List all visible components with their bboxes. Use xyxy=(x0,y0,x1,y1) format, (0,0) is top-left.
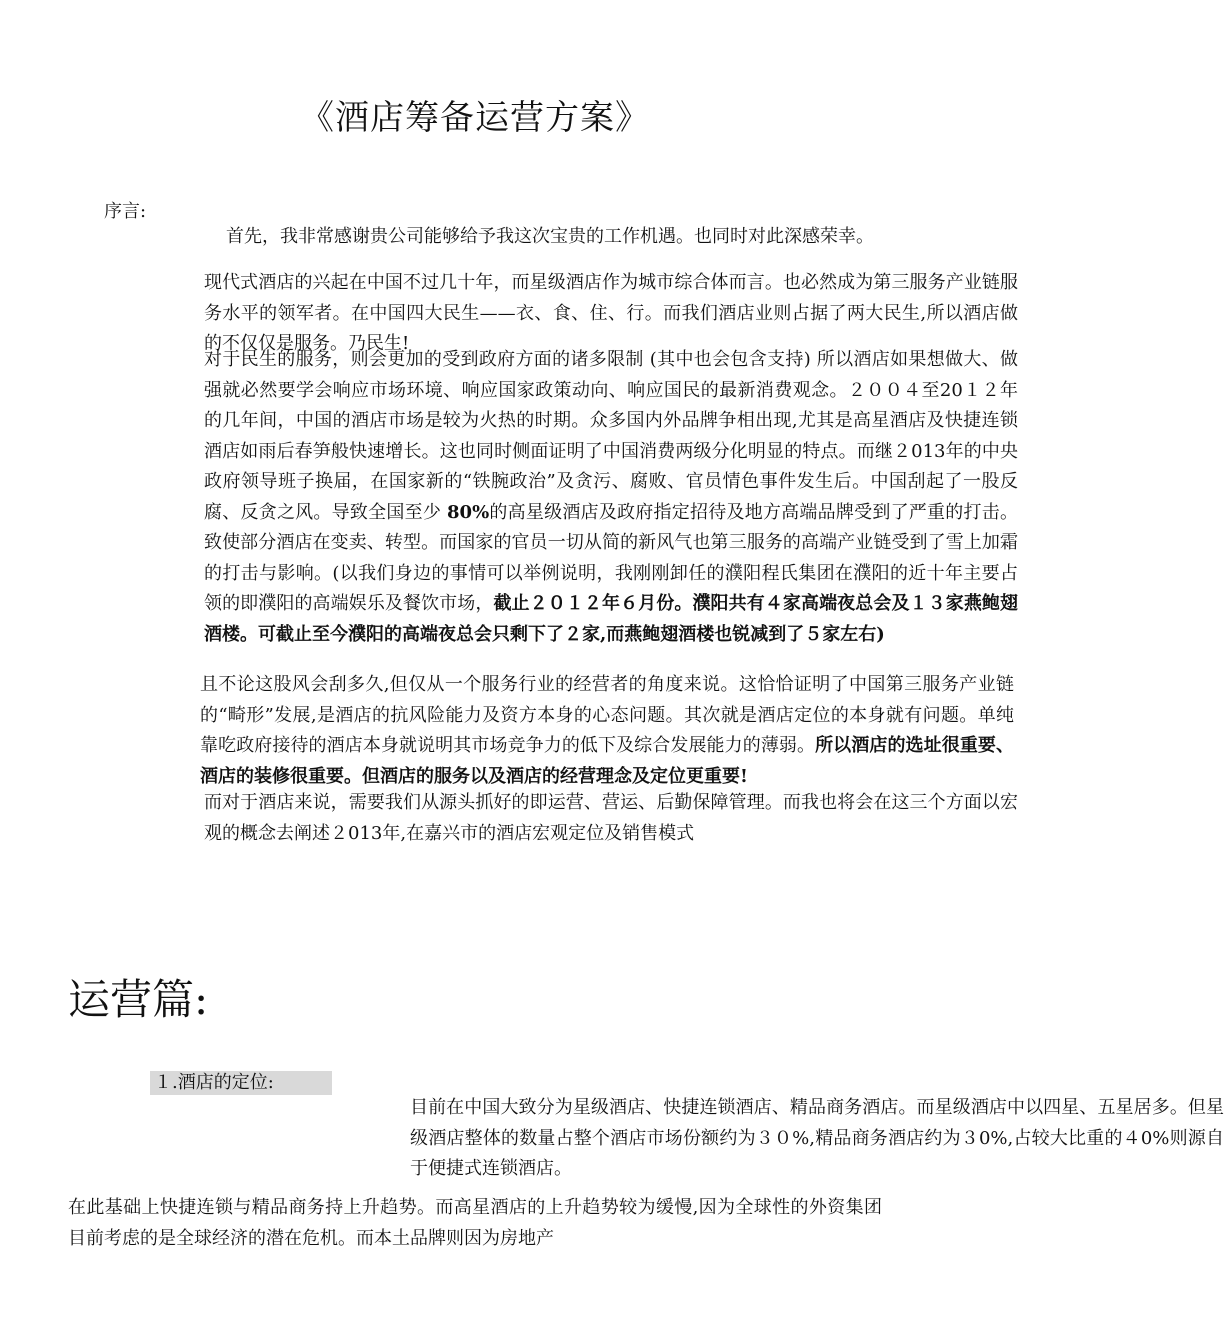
bold-text-run: 80% xyxy=(447,501,490,523)
section-title-operations: 运营篇: xyxy=(68,975,209,1024)
document-title: 《酒店筹备运营方案》 xyxy=(300,98,650,138)
bold-text-run: 截止２０１２年６月份。濮阳共有４家高端夜总会及１３家燕鲍翅酒楼。可截止至今濮阳的高端夜总会只剩下了２家,而燕鲍翅酒楼也锐减到了５家左右) xyxy=(204,593,1018,645)
bold-text-run: 所以酒店的选址很重要、酒店的装修很重要。但酒店的服务以及酒店的经营理念及定位更重要! xyxy=(200,735,1015,787)
preface-paragraph-5 xyxy=(68,788,1018,849)
preface-label: 序言: xyxy=(104,201,147,222)
text-run: 现代式酒店的兴起在中国不过几十年，而星级酒店作为城市综合体而言。也必然成为第三服务产业链服务水平的领军者。在中国四大民生——衣、食、住、行。而我们酒店业则占据了两大民生,所以酒店做的不仅仅是服务。乃民生! xyxy=(204,272,1018,354)
preface-paragraph-4 xyxy=(68,670,1014,792)
text-run: 而对于酒店来说，需要我们从源头抓好的即运营、营运、后勤保障管理。而我也将会在这三个方面以宏观的概念去阐述２013年,在嘉兴市的酒店宏观定位及销售模式 xyxy=(204,792,1018,844)
text-run: 目前在中国大致分为星级酒店、快捷连锁酒店、精品商务酒店。而星级酒店中以四星、五星居多。但星级酒店整体的数量占整个酒店市场份额约为３０%,精品商务酒店约为３0%,占较大比重的４0%则源自于便捷式连锁酒店。 xyxy=(410,1097,1224,1179)
operations-paragraph-1 xyxy=(68,1093,1224,1185)
text-run: 的高星级酒店及政府指定招待及地方高端品牌受到了严重的打击。致使部分酒店在变卖、转型。而国家的官员一切从简的新风气也第三服务的高端产业链受到了雪上加霜的打击与影响。(以我们身边的事情可以举例说明，我刚刚卸任的濮阳程氏集团在濮阳的近十年主要占领的即濮阳的高端娱乐及餐饮市场， xyxy=(204,501,1018,614)
subsection-title-positioning: １.酒店的定位: xyxy=(150,1071,332,1095)
text-run: 且不论这股风会刮多久,但仅从一个服务行业的经营者的角度来说。这恰恰证明了中国第三服务产业链的“畸形”发展,是酒店的抗风险能力及资方本身的心态问题。其次就是酒店定位的本身就有问题。单纯靠吃政府接待的酒店本身就说明其市场竞争力的低下及综合发展能力的薄弱。 xyxy=(200,674,1014,756)
preface-paragraph-3 xyxy=(68,345,1018,650)
preface-paragraph-1 xyxy=(68,222,1040,253)
text-run: 在此基础上快捷连锁与精品商务持上升趋势。而高星酒店的上升趋势较为缓慢,因为全球性的外资集团目前考虑的是全球经济的潜在危机。而本土品牌则因为房地产 xyxy=(68,1197,882,1249)
text-run: 首先，我非常感谢贵公司能够给予我这次宝贵的工作机遇。也同时对此深感荣幸。 xyxy=(226,226,874,247)
operations-paragraph-2 xyxy=(68,1193,882,1254)
text-run: 对于民生的服务，则会更加的受到政府方面的诸多限制 (其中也会包含支持) 所以酒店如果想做大、做强就必然要学会响应市场环境、响应国家政策动向、响应国民的最新消费观念。２００４至20１２年的几年间，中国的酒店市场是较为火热的时期。众多国内外品牌争相出现,尤其是高星酒店及快捷连锁酒店如雨后春笋般快速增长。这也同时侧面证明了中国消费两级分化明显的特点。而继２013年的中央政府领导班子换届，在国家新的“铁腕政治”及贪污、腐败、官员情色事件发生后。中国刮起了一股反腐、反贪之风。导致全国至少 xyxy=(204,349,1018,523)
